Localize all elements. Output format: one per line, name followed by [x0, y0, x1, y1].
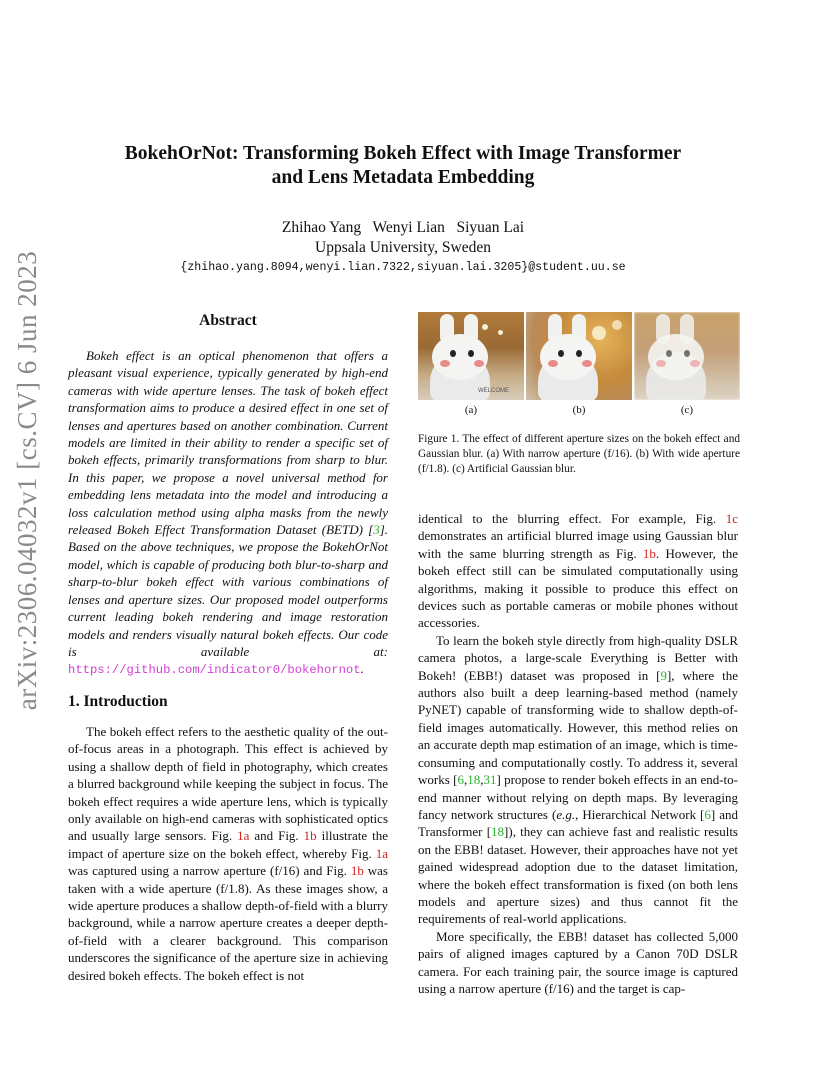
body-text: e.g. — [556, 806, 576, 822]
body-text: demonstrates an artificial blurred image using Gaussian blur with the same blurring strength as Fig. — [418, 528, 738, 561]
arxiv-stamp — [2, 250, 54, 710]
body-text: was captured using a narrow aperture (f/16) and Fig. — [68, 863, 351, 879]
body-text: , Hierarchical Network [ — [575, 806, 705, 822]
body-text: , — [480, 772, 484, 788]
citation-link[interactable]: 9 — [660, 667, 667, 683]
affiliation: Uppsala University, Sweden — [315, 239, 491, 256]
body-text: was taken with a wide aperture (f/1.8). As these images show, a wide aperture produces a shallow depth-of-field with a blurry background, while a narrow aperture creates a deeper depth-of-field with a clearer background. This comparison underscores the significance of the aperture size in achieving desired bokeh effects. The bokeh effect is not — [68, 863, 388, 983]
figure-caption: Figure 1. The effect of different aperture sizes on the bokeh effect and Gaussian blur. (a) With narrow aperture (f/16). (b) With wide aperture (f/1.8). (c) Artificial Gaussian blur. — [418, 433, 740, 475]
bunny-photo-wide-aperture — [526, 312, 632, 400]
fig-ref-1b[interactable]: 1b — [303, 828, 317, 844]
body-text: To learn the bokeh style directly from high-quality DSLR camera photos, a large-scale Everything is Better with Bokeh! (EBB!) dataset was proposed in [ — [418, 632, 738, 683]
body-text: ] and Transformer [ — [418, 806, 738, 840]
fig-ref-1a[interactable]: 1a — [375, 845, 388, 861]
fig-ref-1c[interactable]: 1c — [725, 511, 738, 526]
body-text: The bokeh effect refers to the aesthetic quality of the out-of-focus areas in a photograph. This effect is achieved by using a shallow depth of field in photography, which creates a blurred background while keeping the subject in focus. The bokeh effect requires a wide aperture lens, which is typically only available on high-end cameras with sophisticated optics and usually large sensors. Fig. — [68, 724, 388, 844]
figure-1 — [418, 312, 740, 477]
code-url-link[interactable]: https://github.com/indicator0/bokehornot — [68, 663, 361, 678]
body-text: identical to the blurring effect. For example, Fig. — [418, 511, 726, 526]
fig-ref-1b[interactable]: 1b — [642, 545, 656, 561]
figure-label-c: (c) — [680, 404, 694, 416]
abstract-heading: Abstract — [199, 312, 257, 329]
intro-paragraph — [68, 723, 388, 984]
figure-label-a: (a) — [464, 404, 478, 416]
right-column-body — [418, 510, 738, 997]
author-emails: {zhihao.yang.8094,wenyi.lian.7322,siyuan.lai.3205}@student.uu.se — [180, 261, 626, 274]
citation-link[interactable]: 6 — [457, 772, 464, 788]
welcome-sign: WELCOME — [478, 388, 510, 394]
citation-link[interactable]: 3 — [373, 522, 380, 538]
title-line-2: and Lens Metadata Embedding — [271, 167, 535, 188]
figure-panel-a — [418, 312, 524, 416]
citation-link[interactable]: 6 — [704, 806, 711, 822]
figure-panel-c — [634, 312, 740, 416]
title-line-1: BokehOrNot: Transforming Bokeh Effect with Image Transformer — [124, 143, 682, 164]
bunny-photo-narrow-aperture — [418, 312, 524, 400]
body-text: ], where the authors also built a deep learning-based method (namely PyNET) capable of transforming wide to shallow depth-of-field images automatically. However, this method relies on an accurate depth map estimation of an image, which is time-consuming and computationally costly. To address it, several works [ — [418, 667, 739, 788]
body-text: . However, the bokeh effect still can be simulated computationally using algorithms, making it possible to produce this effect on devices such as portable cameras or mobile phones without accessories. — [418, 545, 739, 631]
abstract-body — [68, 347, 388, 680]
fig-ref-1b[interactable]: 1b — [350, 863, 364, 879]
arxiv-id: arXiv:2306.04032v1 [cs.CV] 6 Jun 2023 — [12, 250, 43, 710]
bunny-photo-gaussian-blur — [634, 312, 740, 400]
abstract-text: Bokeh effect is an optical phenomenon that offers a pleasant visual experience, typically generated by high-end cameras with wide aperture lenses. The task of bokeh effect transformation aims to produce a desired effect in one set of lenses and apertures based on another combination. Current models are limited in their ability to render a specific set of bokeh effects, primarily transformations from sharp to blur. In this paper, we propose a novel universal method for embedding lens metadata into the model and introducing a loss calculation method using alpha masks from the newly released Bokeh Effect Transformation Dataset (BETD) [ — [68, 348, 388, 538]
body-text: ] propose to render bokeh effects in an end-to-end manner without relying on depth maps. By leveraging fancy network structures ( — [418, 772, 738, 822]
citation-link[interactable]: 31 — [483, 772, 497, 788]
abstract-text: ]. Based on the above techniques, we propose the BokehOrNot model, which is capable of producing both blur-to-sharp and sharp-to-blur bokeh effect with various combinations of lenses and aperture sizes. Our proposed model outperforms current leading bokeh rendering and image restoration models and renders visually natural bokeh effects. Our code is available at: — [68, 522, 388, 659]
body-text: illustrate the impact of aperture size on the bokeh effect, whereby Fig. — [68, 828, 388, 861]
citation-link[interactable]: 18 — [491, 824, 505, 840]
body-text: and Fig. — [249, 828, 304, 844]
paragraph — [418, 632, 738, 928]
paragraph — [418, 510, 738, 632]
fig-ref-1a[interactable]: 1a — [237, 828, 250, 844]
paragraph: More specifically, the EBB! dataset has collected 5,000 pairs of aligned images captured by a Canon 70D DSLR camera. For each training pair, the source image is captured using a narrow aperture (f/16) and the target is cap- — [418, 928, 738, 996]
abstract-text: . — [360, 661, 364, 677]
section-heading-introduction: 1. Introduction — [68, 693, 168, 710]
authors: Zhihao Yang Wenyi Lian Siyuan Lai — [281, 219, 525, 236]
body-text: , — [463, 772, 468, 788]
citation-link[interactable]: 18 — [467, 772, 481, 788]
figure-panel-b — [526, 312, 632, 416]
body-text: ]), they can achieve fast and realistic results on the EBB! dataset. However, their approaches have not yet gained widespread adoption due to the dataset limitation, where the bokeh effect transformation is fixed (on both lens models and aperture sizes) and thus cannot fit the requirements of real-world applications. — [418, 824, 738, 927]
figure-label-b: (b) — [572, 404, 586, 416]
paper-title — [110, 142, 696, 190]
